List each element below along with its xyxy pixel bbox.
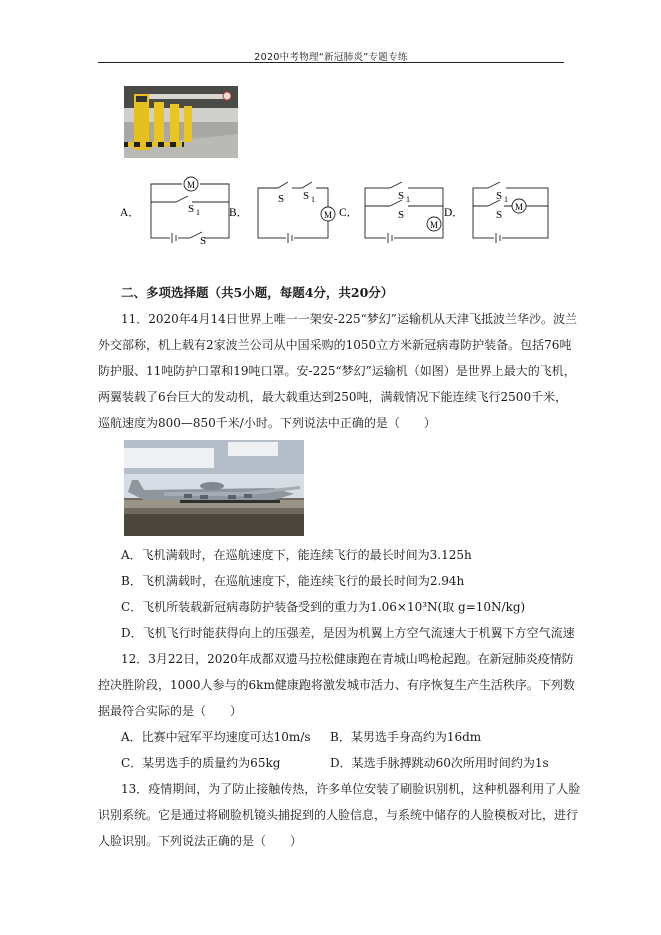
switch-a-s1-sub: 1 [196,208,200,217]
switch-c-s1-sub: 1 [406,195,410,204]
q11-line-4: 两翼装载了6台巨大的发动机，最大载重达到250吨，满载情况下能连续飞行2500千米， [98,390,568,404]
q12-line-2: 控决胜阶段，1000人参与的6km健康跑将激发城市活力、有序恢复生产生活秩序。下列数 [98,678,575,692]
q12-line-3: 据最符合实际的是（ ） [98,704,243,718]
q11-option-b: B．飞机满载时，在巡航速度下，能连续飞行的最长时间为2.94h [121,574,465,588]
motor-b-label: M [324,210,333,220]
page-header: 2020中考物理“新冠肺炎”专题专练 [254,52,408,63]
q12-option-b: B．某男选手身高约为16dm [330,730,482,744]
switch-d-s1: S [496,190,503,202]
an225-photo [124,440,304,536]
switch-c-s1: S [398,190,405,202]
q11-line-1: 11．2020年4月14日世界上唯一一架安-225“梦幻”运输机从天津飞抵波兰华沙。波兰 [121,312,577,326]
motor-a-label: M [187,180,196,190]
option-a-label: A． [120,207,140,219]
q11-line-2: 外交部称，机上载有2家波兰公司从中国采购的1050立方米新冠病毒防护装备。包括76吨 [98,338,572,352]
q13-line-1: 13．疫情期间，为了防止接触传热，许多单位安装了刷脸识别机，这种机器利用了人脸 [121,782,581,796]
option-b-label: B． [229,207,249,219]
q12-option-c: C．某男选手的质量约为65kg [121,756,281,770]
circuit-d [473,182,548,243]
switch-c-s: S [398,209,405,221]
header-rule [98,62,564,63]
switch-b-s1: S [303,190,310,202]
circuit-diagrams [118,172,558,247]
barrier-gate-photo [124,86,238,158]
q11-option-d: D．飞机飞行时能获得向上的压强差，是因为机翼上方空气流速大于机翼下方空气流速 [121,626,575,640]
q12-line-1: 12．3月22日，2020年成都双遗马拉松健康跑在青城山鸣枪起跑。在新冠肺炎疫情防 [121,652,574,666]
option-c-label: C． [339,207,359,219]
q12-option-d: D．某选手脉搏跳动60次所用时间约为1s [330,756,549,770]
switch-b-s: S [278,193,285,205]
section-title: 二、多项选择题（共5小题，每题4分，共20分） [121,285,394,300]
switch-b-s1-sub: 1 [311,195,315,204]
switch-a-s: S [200,235,207,247]
motor-c-label: M [430,220,439,230]
q11-option-c: C．飞机所装载新冠病毒防护装备受到的重力为1.06×10³N(取 g=10N/kg) [121,600,526,614]
motor-d-label: M [515,202,524,212]
switch-d-s: S [496,209,503,221]
q11-option-a: A．飞机满载时，在巡航速度下，能连续飞行的最长时间为3.125h [121,548,472,562]
switch-d-s1-sub: 1 [504,195,508,204]
switch-a-s1: S [188,203,195,215]
option-d-label: D． [444,207,464,219]
circuit-b [258,182,328,243]
q12-option-a: A．比赛中冠军平均速度可达10m/s [121,730,311,744]
q13-line-3: 人脸识别。下列说法正确的是（ ） [98,834,303,848]
q13-line-2: 识别系统。它是通过将刷脸机镜头捕捉到的人脸信息，与系统中储存的人脸模板对比，进行 [98,808,579,822]
q11-line-5: 巡航速度为800—850千米/小时。下列说法中正确的是（ ） [98,416,436,430]
q11-line-3: 防护服、11吨防护口罩和19吨口罩。安-225“梦幻”运输机（如图）是世界上最大的飞机， [98,364,576,378]
